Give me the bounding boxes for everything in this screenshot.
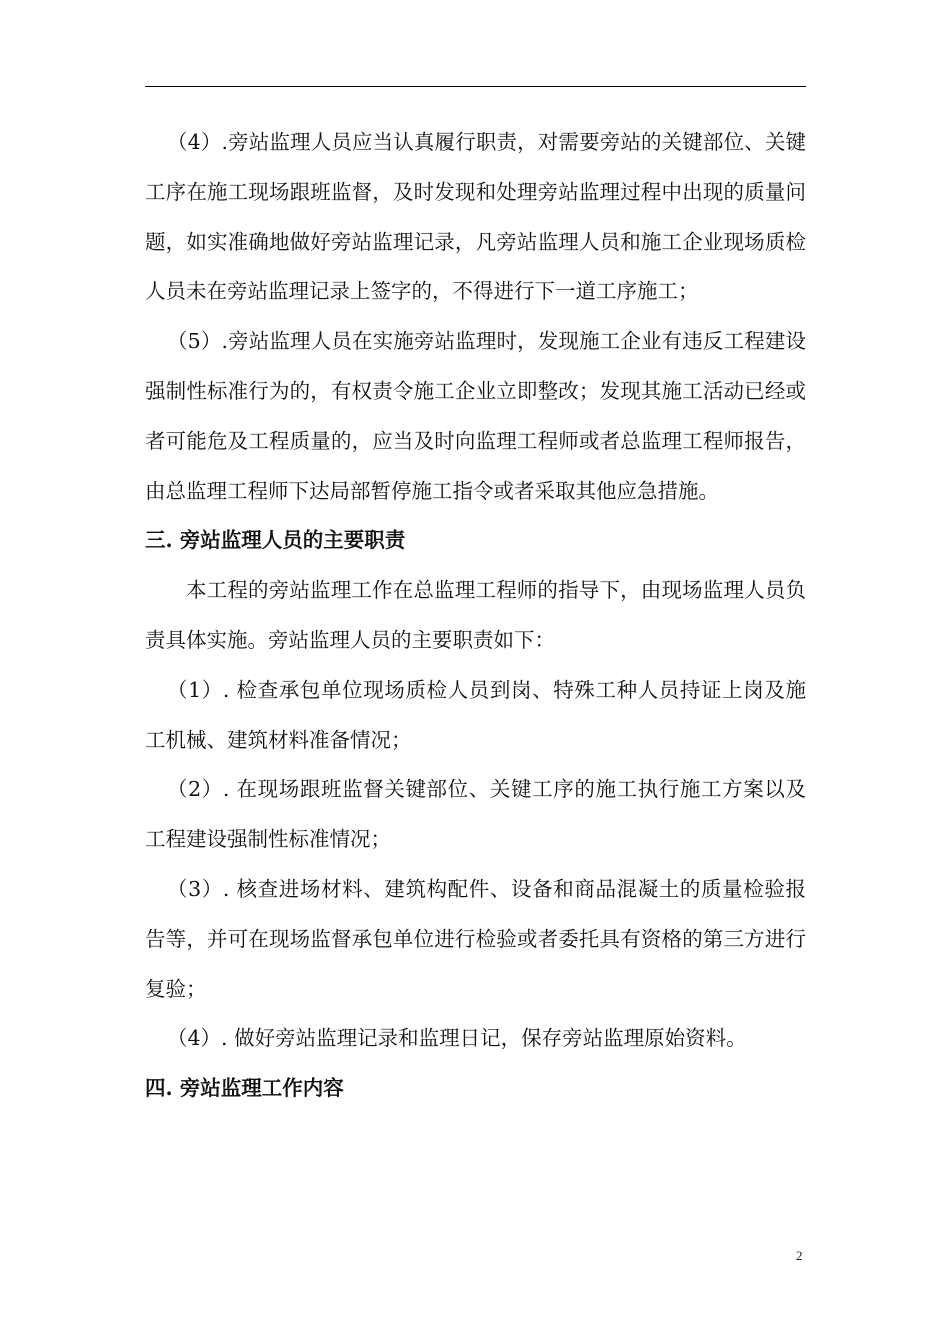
section-3-item-3: （3）. 核查进场材料、建筑构配件、设备和商品混凝土的质量检验报告等，并可在现场监督承包单位进行检验或者委托具有资格的第三方进行复验； [145,876,806,1001]
section-3-item-1: （1）. 检查承包单位现场质检人员到岗、特殊工种人员持证上岗及施工机械、建筑材料准备情况； [145,677,806,752]
section-3-heading: 三. 旁站监理人员的主要职责 [145,528,406,553]
paragraph-item-5-violations: （5）.旁站监理人员在实施旁站监理时，发现施工企业有违反工程建设强制性标准行为的，有权责令施工企业立即整改；发现其施工活动已经或者可能危及工程质量的，应当及时向监理工程师或者总监理工程师报告，由总监理工程师下达局部暂停施工指令或者采取其他应急措施。 [145,329,806,503]
section-4-heading: 四. 旁站监理工作内容 [145,1076,344,1101]
section-3-item-4: （4）. 做好旁站监理记录和监理日记，保存旁站监理原始资料。 [167,1026,747,1051]
paragraph-item-4-duties: （4）.旁站监理人员应当认真履行职责，对需要旁站的关键部位、关键工序在施工现场跟班监督，及时发现和处理旁站监理过程中出现的质量问题，如实准确地做好旁站监理记录，凡旁站监理人员和施工企业现场质检人员未在旁站监理记录上签字的，不得进行下一道工序施工； [145,130,806,304]
page-number: 2 [796,1248,803,1263]
document-body [145,118,806,1114]
section-3-item-2: （2）. 在现场跟班监督关键部位、关键工序的施工执行施工方案以及工程建设强制性标准情况； [145,777,806,852]
section-3-intro: 本工程的旁站监理工作在总监理工程师的指导下，由现场监理人员负责具体实施。旁站监理人员的主要职责如下： [145,578,806,652]
header-rule [145,86,806,87]
